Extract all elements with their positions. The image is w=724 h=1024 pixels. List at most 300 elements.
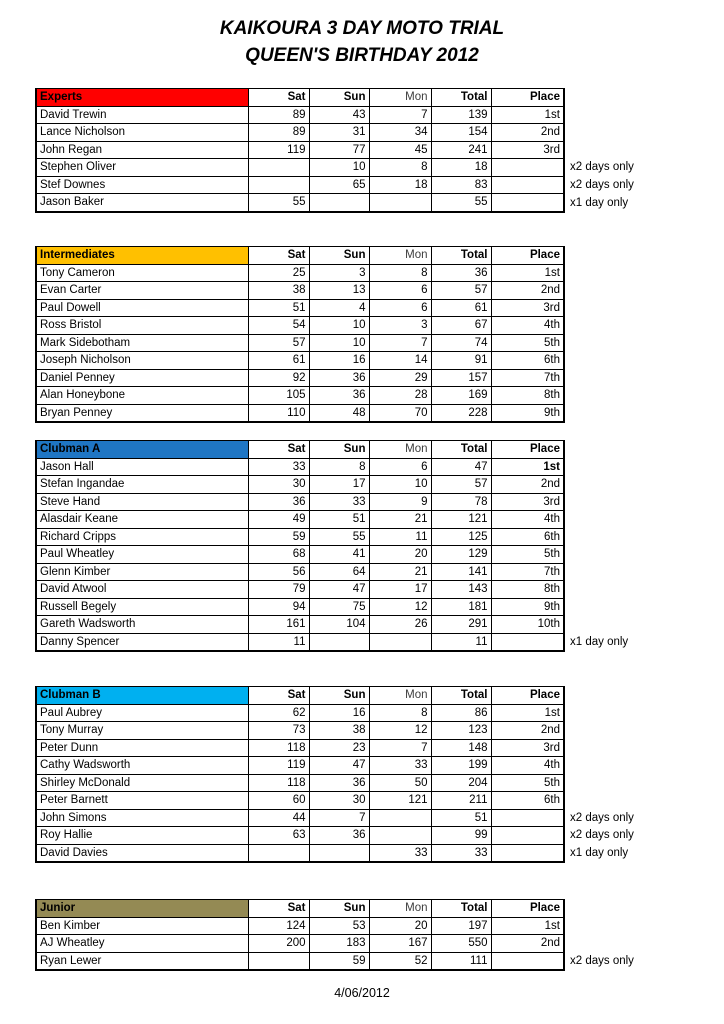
results-table-clubman-a (35, 440, 715, 652)
total-cell: 141 (431, 563, 491, 581)
mon-cell: 18 (369, 176, 431, 194)
note-cell (564, 722, 714, 740)
place-cell: 4th (491, 757, 564, 775)
mon-cell: 6 (369, 282, 431, 300)
mon-cell: 14 (369, 352, 431, 370)
note-cell (564, 441, 714, 459)
table-row (36, 387, 714, 405)
table-row (36, 952, 714, 970)
col-header-mon: Mon (369, 89, 431, 107)
place-cell: 4th (491, 317, 564, 335)
col-header-sun: Sun (309, 900, 369, 918)
place-cell: 2nd (491, 124, 564, 142)
name-cell: Stephen Oliver (36, 159, 248, 177)
total-cell: 169 (431, 387, 491, 405)
table-row (36, 739, 714, 757)
results-table-junior (35, 899, 715, 971)
sun-cell: 31 (309, 124, 369, 142)
sat-cell (248, 844, 309, 862)
name-cell: Lance Nicholson (36, 124, 248, 142)
sun-cell: 53 (309, 917, 369, 935)
total-cell: 139 (431, 106, 491, 124)
note-cell (564, 124, 714, 142)
sun-cell: 3 (309, 264, 369, 282)
name-cell: Paul Dowell (36, 299, 248, 317)
sun-cell: 65 (309, 176, 369, 194)
table-row (36, 334, 714, 352)
total-cell: 129 (431, 546, 491, 564)
place-cell: 9th (491, 598, 564, 616)
table-row (36, 581, 714, 599)
sun-cell: 16 (309, 352, 369, 370)
mon-cell: 45 (369, 141, 431, 159)
name-cell: John Simons (36, 809, 248, 827)
sun-cell: 43 (309, 106, 369, 124)
sun-cell: 183 (309, 935, 369, 953)
mon-cell: 8 (369, 264, 431, 282)
note-cell (564, 900, 714, 918)
mon-cell: 17 (369, 581, 431, 599)
note-cell (564, 792, 714, 810)
note-cell (564, 299, 714, 317)
place-cell: 9th (491, 404, 564, 422)
total-cell: 78 (431, 493, 491, 511)
sat-cell: 55 (248, 194, 309, 212)
col-header-place: Place (491, 687, 564, 705)
table-row (36, 352, 714, 370)
sun-cell: 10 (309, 317, 369, 335)
place-cell (491, 844, 564, 862)
sat-cell: 25 (248, 264, 309, 282)
mon-cell: 121 (369, 792, 431, 810)
col-header-mon: Mon (369, 441, 431, 459)
results-table-experts (35, 88, 715, 213)
mon-cell: 9 (369, 493, 431, 511)
place-cell (491, 827, 564, 845)
place-cell: 3rd (491, 739, 564, 757)
place-cell: 7th (491, 563, 564, 581)
place-cell: 2nd (491, 476, 564, 494)
sat-cell: 124 (248, 917, 309, 935)
total-cell: 57 (431, 476, 491, 494)
note-cell (564, 739, 714, 757)
total-cell: 157 (431, 369, 491, 387)
total-cell: 121 (431, 511, 491, 529)
note-cell (564, 917, 714, 935)
total-cell: 99 (431, 827, 491, 845)
place-cell (491, 176, 564, 194)
col-header-total: Total (431, 441, 491, 459)
total-cell: 197 (431, 917, 491, 935)
mon-cell (369, 633, 431, 651)
name-cell: Paul Aubrey (36, 704, 248, 722)
sat-cell: 11 (248, 633, 309, 651)
mon-cell: 34 (369, 124, 431, 142)
sat-cell (248, 952, 309, 970)
total-cell: 143 (431, 581, 491, 599)
note-cell: x2 days only (570, 955, 634, 967)
sat-cell: 54 (248, 317, 309, 335)
header-row (36, 900, 714, 918)
name-cell: Peter Barnett (36, 792, 248, 810)
name-cell: David Trewin (36, 106, 248, 124)
note-cell (564, 89, 714, 107)
table-row (36, 792, 714, 810)
sat-cell: 105 (248, 387, 309, 405)
mon-cell: 33 (369, 757, 431, 775)
note-cell (564, 317, 714, 335)
sat-cell: 79 (248, 581, 309, 599)
place-cell: 2nd (491, 722, 564, 740)
col-header-sat: Sat (248, 441, 309, 459)
sat-cell: 110 (248, 404, 309, 422)
place-cell (491, 633, 564, 651)
mon-cell: 52 (369, 952, 431, 970)
name-cell: Stefan Ingandae (36, 476, 248, 494)
mon-cell: 12 (369, 722, 431, 740)
place-cell: 1st (491, 106, 564, 124)
sat-cell: 62 (248, 704, 309, 722)
place-cell: 5th (491, 334, 564, 352)
name-cell: AJ Wheatley (36, 935, 248, 953)
sun-cell: 23 (309, 739, 369, 757)
header-row (36, 89, 714, 107)
note-cell (564, 581, 714, 599)
note-cell (564, 757, 714, 775)
total-cell: 57 (431, 282, 491, 300)
name-cell: David Davies (36, 844, 248, 862)
name-cell: Stef Downes (36, 176, 248, 194)
table-row (36, 563, 714, 581)
total-cell: 33 (431, 844, 491, 862)
name-cell: Jason Baker (36, 194, 248, 212)
mon-cell: 12 (369, 598, 431, 616)
table-row (36, 633, 714, 651)
table-row (36, 493, 714, 511)
sun-cell: 55 (309, 528, 369, 546)
mon-cell: 3 (369, 317, 431, 335)
table-row (36, 809, 714, 827)
sat-cell: 59 (248, 528, 309, 546)
header-row (36, 441, 714, 459)
col-header-mon: Mon (369, 687, 431, 705)
note-cell (564, 616, 714, 634)
sat-cell: 94 (248, 598, 309, 616)
table-row (36, 317, 714, 335)
mon-cell: 6 (369, 458, 431, 476)
table-row (36, 476, 714, 494)
mon-cell: 50 (369, 774, 431, 792)
total-cell: 181 (431, 598, 491, 616)
mon-cell: 7 (369, 334, 431, 352)
mon-cell: 20 (369, 546, 431, 564)
place-cell: 5th (491, 774, 564, 792)
note-cell (564, 935, 714, 953)
name-cell: Shirley McDonald (36, 774, 248, 792)
note-cell (564, 141, 714, 159)
note-cell: x2 days only (570, 811, 634, 824)
sat-cell: 119 (248, 141, 309, 159)
sat-cell: 92 (248, 369, 309, 387)
col-header-total: Total (431, 900, 491, 918)
sun-cell: 48 (309, 404, 369, 422)
total-cell: 67 (431, 317, 491, 335)
total-cell: 125 (431, 528, 491, 546)
name-cell: Gareth Wadsworth (36, 616, 248, 634)
col-header-place: Place (491, 900, 564, 918)
sat-cell: 200 (248, 935, 309, 953)
table-row (36, 264, 714, 282)
mon-cell (369, 827, 431, 845)
sun-cell: 75 (309, 598, 369, 616)
name-cell: Bryan Penney (36, 404, 248, 422)
sun-cell: 30 (309, 792, 369, 810)
table-row (36, 917, 714, 935)
mon-cell (369, 194, 431, 212)
col-header-sun: Sun (309, 89, 369, 107)
sat-cell: 33 (248, 458, 309, 476)
sat-cell: 60 (248, 792, 309, 810)
sun-cell: 4 (309, 299, 369, 317)
sun-cell (309, 194, 369, 212)
sat-cell: 89 (248, 106, 309, 124)
mon-cell: 7 (369, 106, 431, 124)
note-cell (564, 476, 714, 494)
note-cell (564, 106, 714, 124)
note-cell (564, 774, 714, 792)
sun-cell: 13 (309, 282, 369, 300)
col-header-total: Total (431, 247, 491, 265)
note-cell (564, 334, 714, 352)
page-title-line2: QUEEN'S BIRTHDAY 2012 (245, 45, 479, 66)
col-header-total: Total (431, 687, 491, 705)
note-cell (564, 282, 714, 300)
note-cell (564, 704, 714, 722)
mon-cell: 7 (369, 739, 431, 757)
col-header-total: Total (431, 89, 491, 107)
sat-cell: 118 (248, 774, 309, 792)
table-row (36, 282, 714, 300)
name-cell: Russell Begely (36, 598, 248, 616)
place-cell: 10th (491, 616, 564, 634)
category-header-experts: Experts (36, 89, 248, 107)
place-cell: 6th (491, 792, 564, 810)
table-row (36, 458, 714, 476)
total-cell: 55 (431, 194, 491, 212)
total-cell: 228 (431, 404, 491, 422)
sun-cell: 47 (309, 581, 369, 599)
col-header-sun: Sun (309, 441, 369, 459)
table-row (36, 124, 714, 142)
col-header-sat: Sat (248, 247, 309, 265)
page-title (0, 15, 724, 69)
sat-cell: 89 (248, 124, 309, 142)
place-cell: 8th (491, 581, 564, 599)
table-row (36, 774, 714, 792)
note-cell (564, 528, 714, 546)
col-header-sun: Sun (309, 247, 369, 265)
table-row (36, 106, 714, 124)
sun-cell: 36 (309, 369, 369, 387)
total-cell: 204 (431, 774, 491, 792)
place-cell (491, 952, 564, 970)
col-header-sat: Sat (248, 89, 309, 107)
name-cell: Mark Sidebotham (36, 334, 248, 352)
name-cell: Glenn Kimber (36, 563, 248, 581)
sat-cell: 119 (248, 757, 309, 775)
name-cell: Steve Hand (36, 493, 248, 511)
note-cell (564, 352, 714, 370)
header-row (36, 247, 714, 265)
mon-cell: 29 (369, 369, 431, 387)
sun-cell: 17 (309, 476, 369, 494)
total-cell: 241 (431, 141, 491, 159)
table-row (36, 935, 714, 953)
sun-cell: 77 (309, 141, 369, 159)
place-cell: 5th (491, 546, 564, 564)
table-row (36, 844, 714, 862)
name-cell: Joseph Nicholson (36, 352, 248, 370)
place-cell: 6th (491, 528, 564, 546)
sat-cell: 61 (248, 352, 309, 370)
category-header-intermediates: Intermediates (36, 247, 248, 265)
sun-cell: 104 (309, 616, 369, 634)
note-cell (564, 247, 714, 265)
sun-cell: 10 (309, 334, 369, 352)
name-cell: Ryan Lewer (36, 952, 248, 970)
sat-cell: 68 (248, 546, 309, 564)
total-cell: 83 (431, 176, 491, 194)
sat-cell: 57 (248, 334, 309, 352)
name-cell: Evan Carter (36, 282, 248, 300)
mon-cell: 11 (369, 528, 431, 546)
header-row (36, 687, 714, 705)
place-cell: 1st (491, 264, 564, 282)
note-cell (564, 404, 714, 422)
note-cell: x2 days only (570, 829, 634, 842)
place-cell: 1st (491, 917, 564, 935)
total-cell: 91 (431, 352, 491, 370)
table-row (36, 511, 714, 529)
total-cell: 36 (431, 264, 491, 282)
mon-cell: 10 (369, 476, 431, 494)
place-cell: 1st (491, 704, 564, 722)
place-cell: 2nd (491, 935, 564, 953)
sun-cell: 10 (309, 159, 369, 177)
place-cell: 1st (491, 458, 564, 476)
note-cell: x1 day only (570, 196, 629, 209)
col-header-place: Place (491, 247, 564, 265)
place-cell: 4th (491, 511, 564, 529)
sun-cell: 36 (309, 774, 369, 792)
place-cell: 8th (491, 387, 564, 405)
sat-cell: 73 (248, 722, 309, 740)
sun-cell: 16 (309, 704, 369, 722)
sun-cell (309, 844, 369, 862)
sun-cell: 7 (309, 809, 369, 827)
sun-cell: 33 (309, 493, 369, 511)
total-cell: 550 (431, 935, 491, 953)
col-header-sun: Sun (309, 687, 369, 705)
page-title-line1: KAIKOURA 3 DAY MOTO TRIAL (219, 18, 505, 39)
mon-cell: 8 (369, 159, 431, 177)
col-header-mon: Mon (369, 247, 431, 265)
name-cell: Daniel Penney (36, 369, 248, 387)
mon-cell: 6 (369, 299, 431, 317)
table-row (36, 598, 714, 616)
place-cell: 6th (491, 352, 564, 370)
sat-cell: 44 (248, 809, 309, 827)
place-cell (491, 809, 564, 827)
sat-cell: 49 (248, 511, 309, 529)
table-row (36, 299, 714, 317)
note-cell (564, 511, 714, 529)
name-cell: Ross Bristol (36, 317, 248, 335)
col-header-mon: Mon (369, 900, 431, 918)
name-cell: John Regan (36, 141, 248, 159)
sat-cell: 30 (248, 476, 309, 494)
results-table-clubman-b (35, 686, 715, 863)
results-table-intermediates (35, 246, 715, 423)
col-header-sat: Sat (248, 900, 309, 918)
sat-cell: 161 (248, 616, 309, 634)
total-cell: 47 (431, 458, 491, 476)
note-cell (564, 387, 714, 405)
sat-cell (248, 176, 309, 194)
note-cell (564, 546, 714, 564)
table-row (36, 404, 714, 422)
place-cell: 7th (491, 369, 564, 387)
sun-cell: 64 (309, 563, 369, 581)
place-cell: 2nd (491, 282, 564, 300)
table-row (36, 141, 714, 159)
sun-cell: 36 (309, 827, 369, 845)
table-row (36, 546, 714, 564)
sat-cell (248, 159, 309, 177)
total-cell: 61 (431, 299, 491, 317)
total-cell: 11 (431, 633, 491, 651)
sun-cell: 36 (309, 387, 369, 405)
total-cell: 291 (431, 616, 491, 634)
name-cell: Jason Hall (36, 458, 248, 476)
note-cell (564, 493, 714, 511)
mon-cell: 33 (369, 844, 431, 862)
note-cell (564, 369, 714, 387)
total-cell: 111 (431, 952, 491, 970)
mon-cell: 28 (369, 387, 431, 405)
note-cell (564, 687, 714, 705)
note-cell: x2 days only (570, 178, 634, 191)
place-cell: 3rd (491, 141, 564, 159)
mon-cell: 20 (369, 917, 431, 935)
footer-date: 4/06/2012 (334, 986, 390, 1000)
sat-cell: 51 (248, 299, 309, 317)
total-cell: 74 (431, 334, 491, 352)
table-row (36, 827, 714, 845)
sat-cell: 118 (248, 739, 309, 757)
mon-cell: 21 (369, 563, 431, 581)
col-header-place: Place (491, 441, 564, 459)
sun-cell: 59 (309, 952, 369, 970)
name-cell: Ben Kimber (36, 917, 248, 935)
category-header-clubman-a: Clubman A (36, 441, 248, 459)
sun-cell: 8 (309, 458, 369, 476)
name-cell: Cathy Wadsworth (36, 757, 248, 775)
sat-cell: 38 (248, 282, 309, 300)
mon-cell: 167 (369, 935, 431, 953)
total-cell: 123 (431, 722, 491, 740)
total-cell: 199 (431, 757, 491, 775)
